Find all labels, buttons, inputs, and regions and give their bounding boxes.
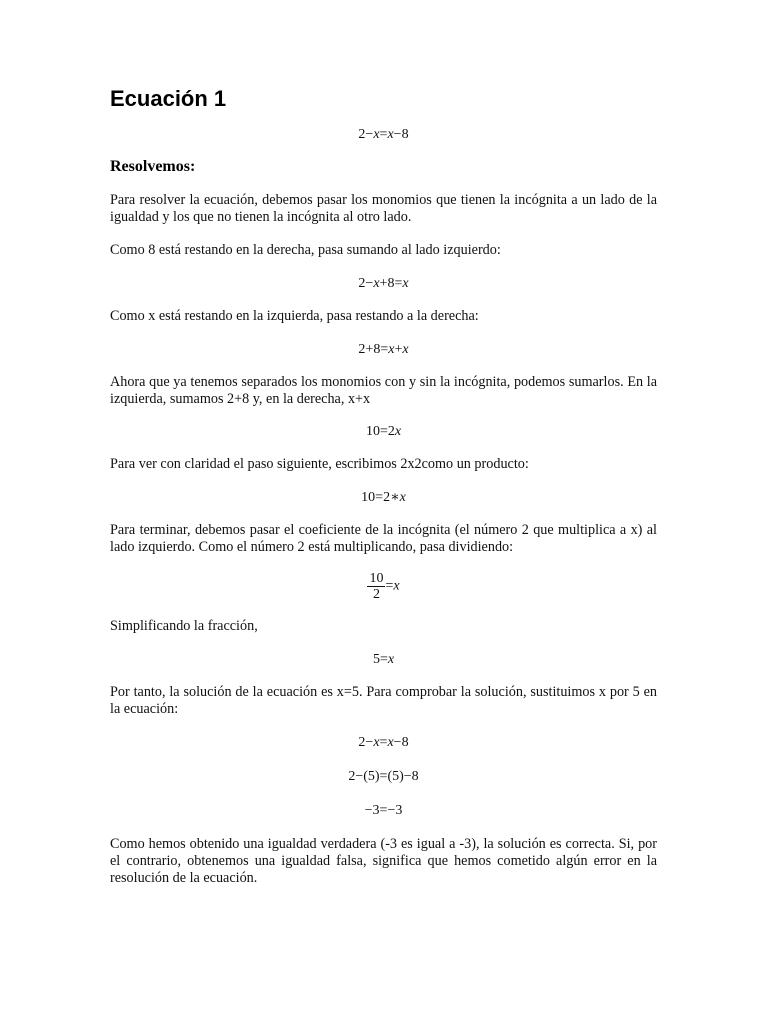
- page-title: Ecuación 1: [110, 86, 227, 111]
- paragraph-solution: Por tanto, la solución de la ecuación es x=5. Para comprobar la solución, sustituimos x por 5 en la ecuación:: [110, 684, 657, 717]
- equation-original: 2−x=x−8: [358, 127, 409, 142]
- equation-step-1: 2−x+8=x: [358, 276, 409, 291]
- equation-check-2: 2−(5)=(5)−8: [348, 769, 419, 784]
- paragraph-step-2: Como x está restando en la izquierda, pasa restando a la derecha:: [110, 308, 479, 324]
- paragraph-step-1: Como 8 está restando en la derecha, pasa sumando al lado izquierdo:: [110, 242, 501, 258]
- equation-step-5: $\frac{10}{2}$ =x: [369, 571, 400, 602]
- equation-step-4: 10=2∗x: [361, 490, 406, 505]
- equation-step-3: 10=2x: [365, 424, 402, 439]
- paragraph-step-4: Para ver con claridad el paso siguiente, escribimos 2x2como un producto:: [110, 456, 529, 472]
- equation-check-3: −3=−3: [364, 803, 403, 818]
- fraction: $\frac{10}{2}$: [369, 571, 384, 602]
- equation-step-2: 2+8=x+x: [358, 342, 409, 357]
- paragraph-step-3: Ahora que ya tenemos separados los monomios con y sin la incógnita, podemos sumarlos. En la izquierda, sumamos 2+8 y, en la derecha, x+x: [110, 374, 657, 407]
- paragraph-step-6: Simplificando la fracción,: [110, 618, 258, 634]
- section-heading: Resolvemos:: [110, 158, 196, 175]
- paragraph-conclusion: Como hemos obtenido una igualdad verdadera (-3 es igual a -3), la solución es correcta. Si, por el contrario, obtenemos una igualdad falsa, significa que hemos cometido algún error en la resolución de la ecuación.: [110, 836, 657, 886]
- paragraph-intro: Para resolver la ecuación, debemos pasar los monomios que tienen la incógnita a un lado de la igualdad y los que no tienen la incógnita al otro lado.: [110, 192, 657, 225]
- equation-step-6: 5=x: [372, 652, 395, 667]
- document-page: [110, 86, 657, 887]
- equation-check-1: 2−x=x−8: [358, 735, 409, 750]
- paragraph-step-5: Para terminar, debemos pasar el coeficiente de la incógnita (el número 2 que multiplica a x) al lado izquierdo. Como el número 2 está multiplicando, pasa dividiendo:: [110, 522, 657, 555]
